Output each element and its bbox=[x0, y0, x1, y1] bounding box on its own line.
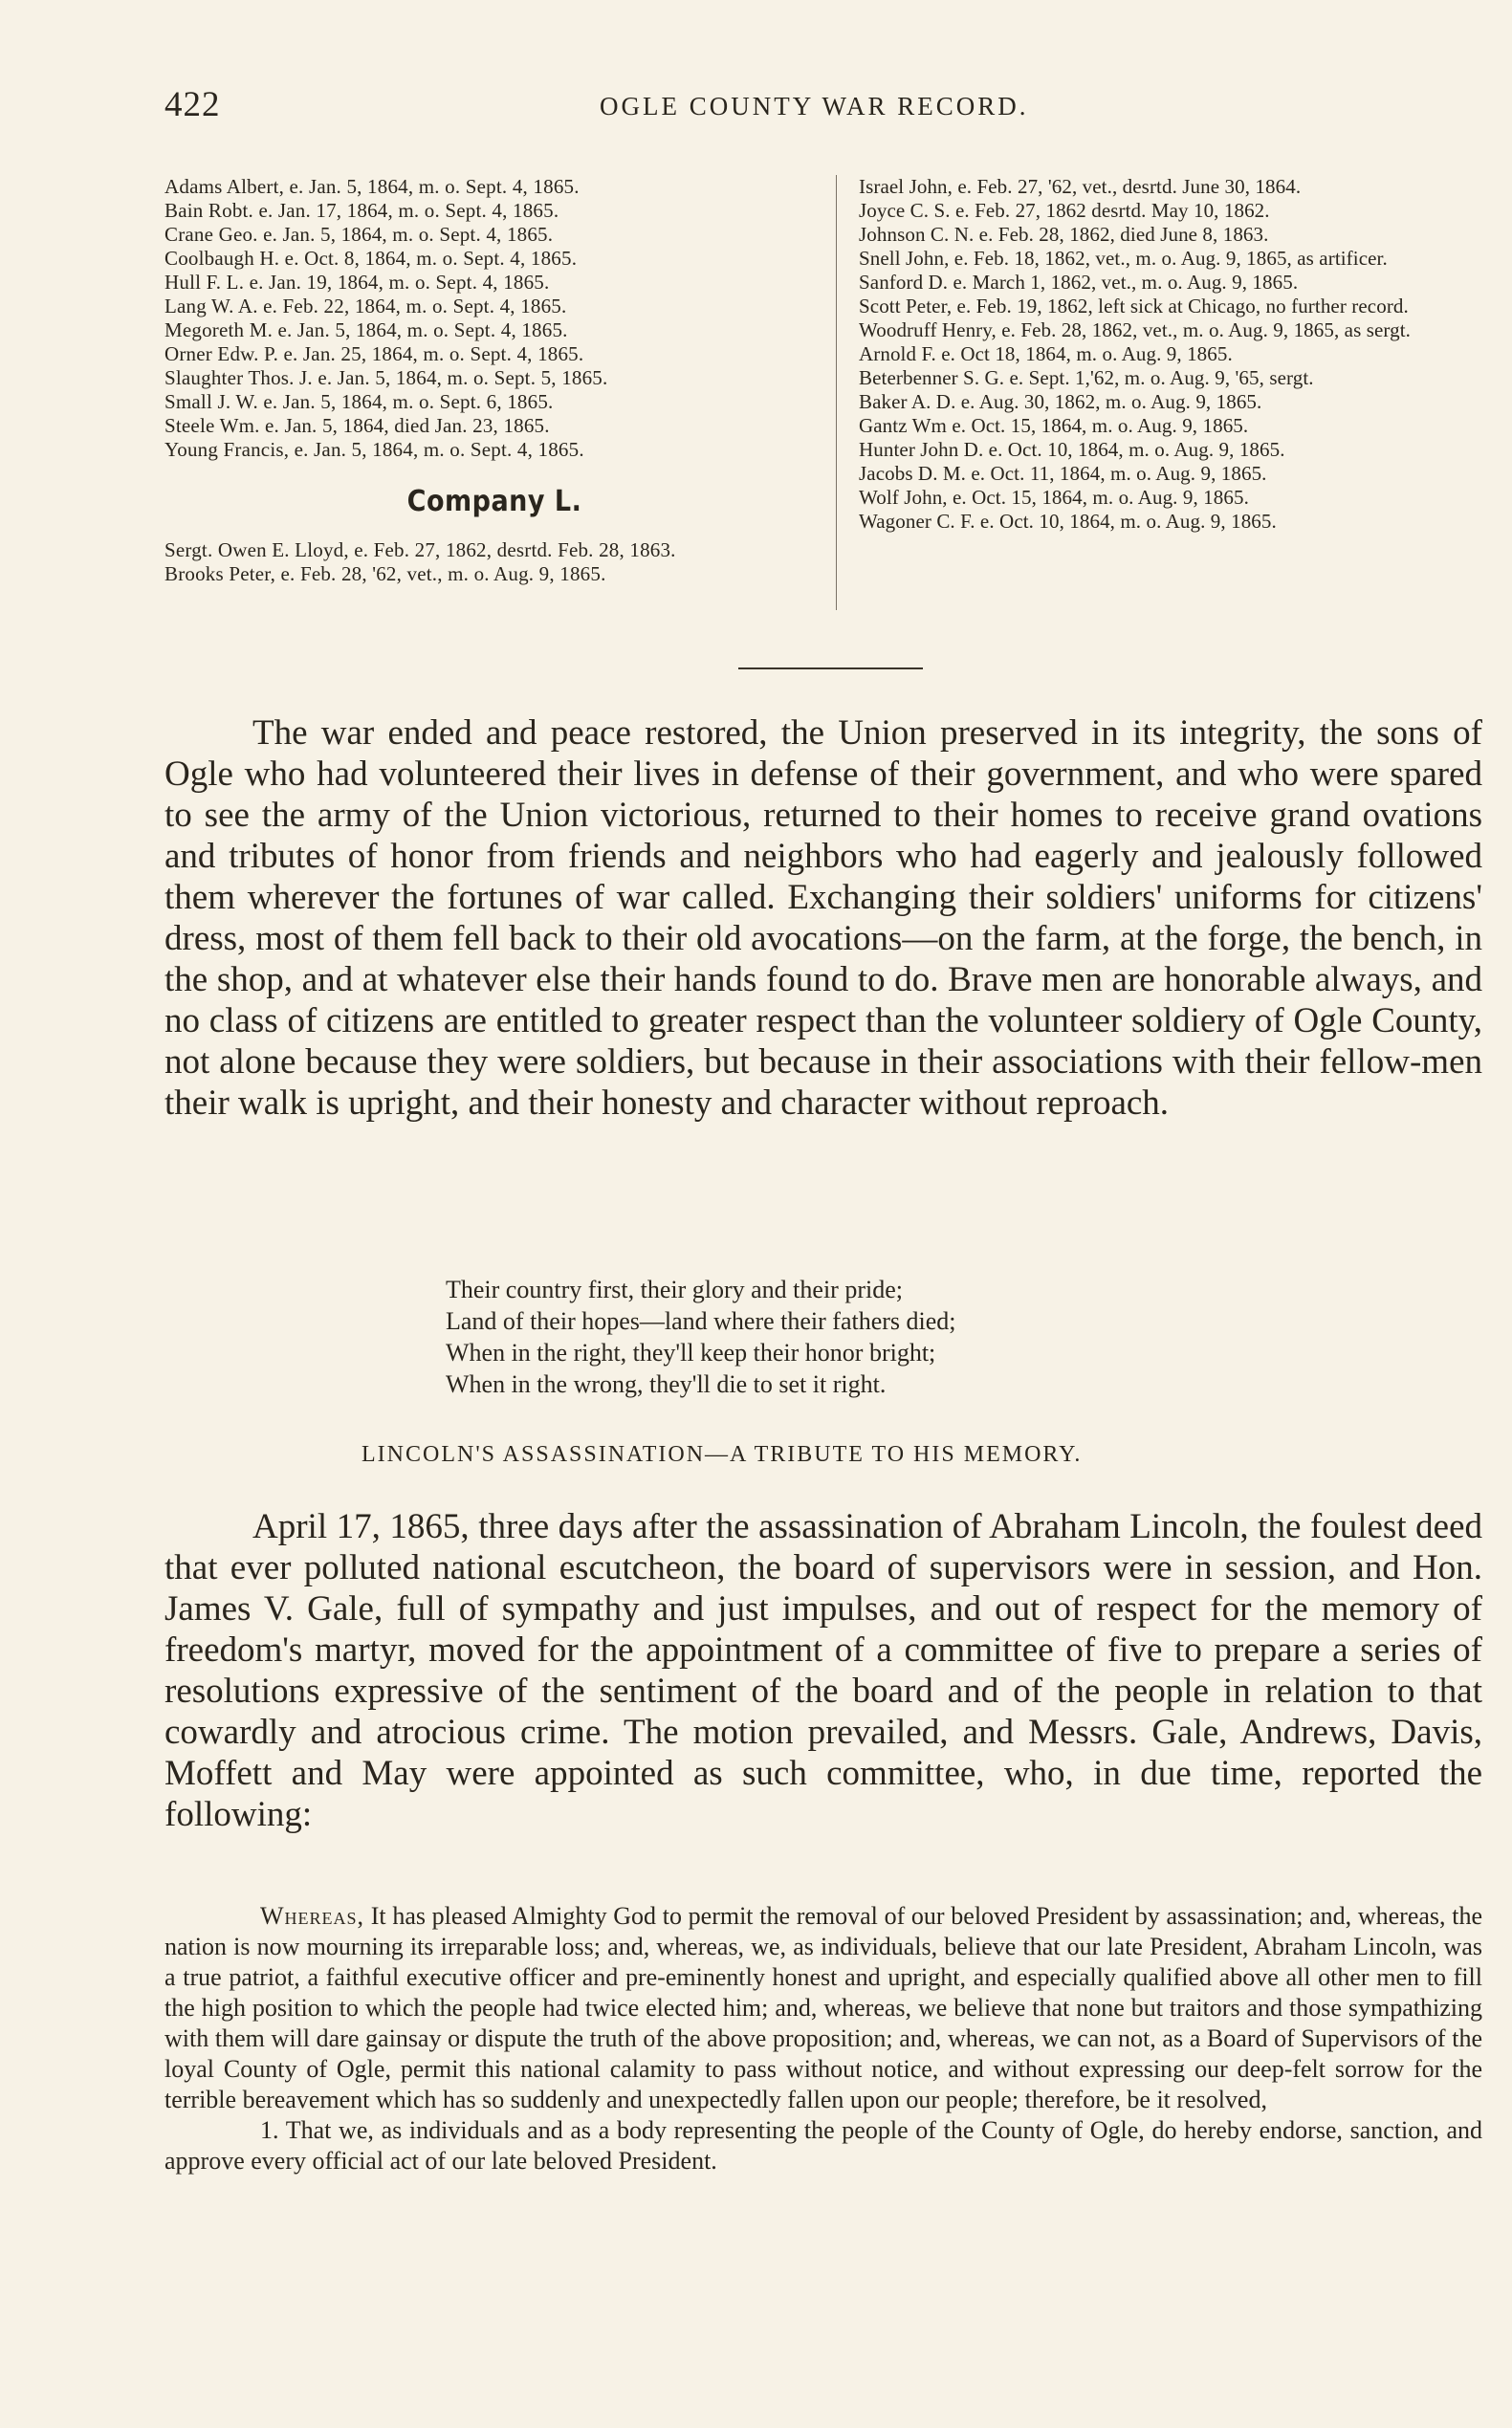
section-divider bbox=[738, 667, 923, 669]
roster-left-list bbox=[164, 175, 824, 462]
roster-entry: Scott Peter, e. Feb. 19, 1862, left sick at Chicago, no further record. bbox=[859, 295, 1409, 317]
running-title: OGLE COUNTY WAR RECORD. bbox=[600, 92, 1029, 120]
roster-entry: Sergt. Owen E. Lloyd, e. Feb. 27, 1862, desrtd. Feb. 28, 1863. bbox=[164, 538, 676, 561]
roster-entry: Beterbenner S. G. e. Sept. 1,'62, m. o. Aug. 9, '65, sergt. bbox=[859, 366, 1314, 389]
section-heading: LINCOLN'S ASSASSINATION—A TRIBUTE TO HIS MEMORY. bbox=[362, 1442, 1083, 1467]
roster-entry: Hull F. L. e. Jan. 19, 1864, m. o. Sept. 4, 1865. bbox=[164, 271, 550, 294]
roster-entry: Wagoner C. F. e. Oct. 10, 1864, m. o. Aug. 9, 1865. bbox=[859, 510, 1277, 533]
lincoln-paragraph bbox=[164, 1506, 1482, 1835]
resolution-preamble-text: It has pleased Almighty God to permit the removal of our beloved President by assassination; and, whereas, the nation is now mourning its irreparable loss; and, whereas, we, as individuals, believe that our late President, Abraham Lincoln, was a true patriot, a faithful executive officer and pre-eminently honest and upright, and especially qualified above all other men to fill the high position to which the people had twice elected him; and, whereas, we believe that none but traitors and those sympathizing with them will dare gainsay or dispute the truth of the above proposition; and, whereas, we can not, as a Board of Supervisors of the loyal County of Ogle, permit this national calamity to pass without notice, and without expressing our deep-felt sorrow for the terrible bereavement which has so suddenly and unexpectedly fallen upon our people; therefore, be it resolved, bbox=[164, 1902, 1482, 2113]
page-header bbox=[164, 84, 1494, 132]
roster-entry: Israel John, e. Feb. 27, '62, vet., desrtd. June 30, 1864. bbox=[859, 175, 1302, 198]
poem-verse bbox=[446, 1274, 956, 1400]
resolution-preamble bbox=[164, 1901, 1482, 2115]
roster-entry: Lang W. A. e. Feb. 22, 1864, m. o. Sept. 4, 1865. bbox=[164, 295, 567, 317]
roster-entry: Snell John, e. Feb. 18, 1862, vet., m. o. Aug. 9, 1865, as artificer. bbox=[859, 247, 1388, 270]
company-roster-list bbox=[164, 538, 824, 586]
paragraph-text: April 17, 1865, three days after the assassination of Abraham Lincoln, the foulest deed that ever polluted national escutcheon, the board of supervisors were in session, and Hon. James V. Gale, full of sympathy and just impulses, and out of respect for the memory of freedom's martyr, moved for the appointment of a committee of five to prepare a series of resolutions expressive of the sentiment of the board and of the people in relation to that cowardly and atrocious crime. The motion prevailed, and Messrs. Gale, Andrews, Davis, Moffett and May were appointed as such committee, who, in due time, reported the following: bbox=[164, 1507, 1482, 1834]
roster-entry: Arnold F. e. Oct 18, 1864, m. o. Aug. 9, 1865. bbox=[859, 342, 1233, 365]
roster-left-column bbox=[164, 175, 824, 586]
poem-line: When in the right, they'll keep their honor bright; bbox=[446, 1339, 936, 1367]
poem-line: When in the wrong, they'll die to set it right. bbox=[446, 1370, 887, 1398]
roster-right-column bbox=[859, 175, 1492, 534]
page-number: 422 bbox=[164, 85, 221, 124]
company-heading: Company L. bbox=[406, 485, 582, 518]
resolution-lead-word: Whereas, bbox=[260, 1902, 365, 1930]
roster-entry: Steele Wm. e. Jan. 5, 1864, died Jan. 23, 1865. bbox=[164, 414, 550, 437]
roster-entry: Hunter John D. e. Oct. 10, 1864, m. o. Aug. 9, 1865. bbox=[859, 438, 1285, 461]
poem-line: Their country first, their glory and their pride; bbox=[446, 1276, 903, 1303]
roster-entry: Jacobs D. M. e. Oct. 11, 1864, m. o. Aug. 9, 1865. bbox=[859, 462, 1267, 485]
roster-entry: Small J. W. e. Jan. 5, 1864, m. o. Sept. 6, 1865. bbox=[164, 390, 554, 413]
war-ended-paragraph bbox=[164, 712, 1482, 1124]
roster-entry: Wolf John, e. Oct. 15, 1864, m. o. Aug. 9, 1865. bbox=[859, 486, 1249, 509]
roster-entry: Brooks Peter, e. Feb. 28, '62, vet., m. o. Aug. 9, 1865. bbox=[164, 562, 606, 585]
resolution-item: 1. That we, as individuals and as a body representing the people of the County of Ogle, do hereby endorse, sanction, and approve every official act of our late beloved President. bbox=[164, 2116, 1482, 2175]
roster-entry: Baker A. D. e. Aug. 30, 1862, m. o. Aug. 9, 1865. bbox=[859, 390, 1262, 413]
resolution-text bbox=[164, 1901, 1482, 2176]
column-divider bbox=[836, 175, 837, 610]
roster-entry: Orner Edw. P. e. Jan. 25, 1864, m. o. Sept. 4, 1865. bbox=[164, 342, 584, 365]
roster-entry: Megoreth M. e. Jan. 5, 1864, m. o. Sept. 4, 1865. bbox=[164, 318, 568, 341]
poem-line: Land of their hopes—land where their fathers died; bbox=[446, 1307, 956, 1335]
roster-entry: Woodruff Henry, e. Feb. 28, 1862, vet., m. o. Aug. 9, 1865, as sergt. bbox=[859, 318, 1412, 341]
roster-entry: Adams Albert, e. Jan. 5, 1864, m. o. Sept. 4, 1865. bbox=[164, 175, 580, 198]
roster-entry: Gantz Wm e. Oct. 15, 1864, m. o. Aug. 9, 1865. bbox=[859, 414, 1249, 437]
roster-entry: Coolbaugh H. e. Oct. 8, 1864, m. o. Sept. 4, 1865. bbox=[164, 247, 578, 270]
roster-entry: Crane Geo. e. Jan. 5, 1864, m. o. Sept. 4, 1865. bbox=[164, 223, 554, 246]
roster-entry: Slaughter Thos. J. e. Jan. 5, 1864, m. o. Sept. 5, 1865. bbox=[164, 366, 608, 389]
roster-entry: Sanford D. e. March 1, 1862, vet., m. o. Aug. 9, 1865. bbox=[859, 271, 1299, 294]
roster-entry: Joyce C. S. e. Feb. 27, 1862 desrtd. May 10, 1862. bbox=[859, 199, 1270, 222]
roster-entry: Bain Robt. e. Jan. 17, 1864, m. o. Sept. 4, 1865. bbox=[164, 199, 559, 222]
roster-entry: Young Francis, e. Jan. 5, 1864, m. o. Sept. 4, 1865. bbox=[164, 438, 584, 461]
paragraph-text: The war ended and peace restored, the Union preserved in its integrity, the sons of Ogle who had volunteered their lives in defense of their government, and who were spared to see the army of the Union victorious, returned to their homes to receive grand ovations and tributes of honor from friends and neighbors who had eagerly and jealously followed them wherever the fortunes of war called. Exchanging their soldiers' uniforms for citizens' dress, most of them fell back to their old avocations—on the farm, at the forge, the bench, in the shop, and at whatever else their hands found to do. Brave men are honorable always, and no class of citizens are entitled to greater respect than the volunteer soldiery of Ogle County, not alone because they were soldiers, but because in their associations with their fellow-men their walk is upright, and their honesty and character without reproach. bbox=[164, 713, 1482, 1123]
roster-entry: Johnson C. N. e. Feb. 28, 1862, died June 8, 1863. bbox=[859, 223, 1269, 246]
